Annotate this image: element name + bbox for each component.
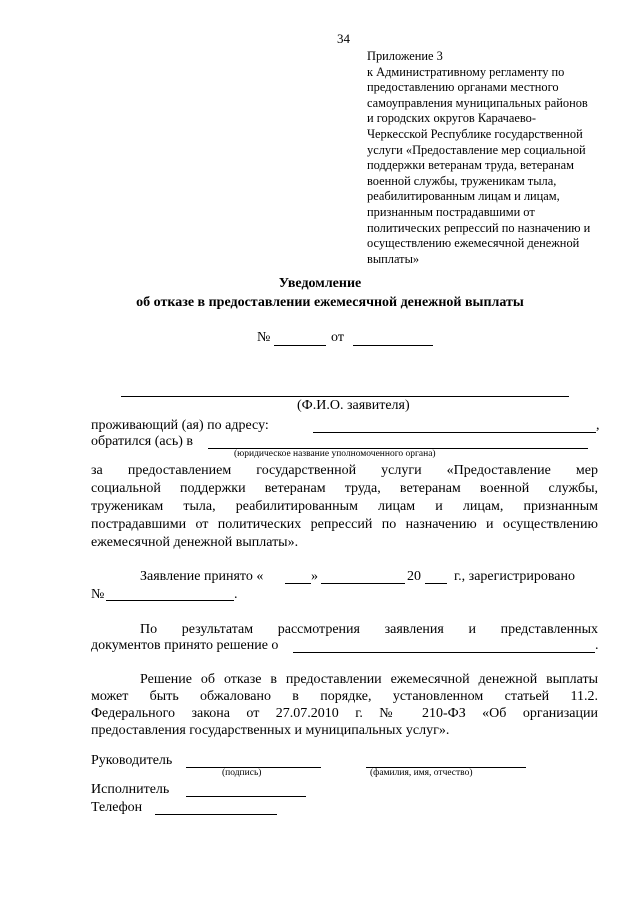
number-sign: № [257,330,271,345]
address-blank[interactable] [313,432,596,433]
decision-dot: . [595,638,599,653]
appendix-line: к Административному регламенту по [367,64,565,79]
decision-paragraph-line: По результатам рассмотрения заявления и представленных [140,622,598,637]
organization-caption: (юридическое название уполномоченного органа) [234,449,436,459]
signature-caption: (подпись) [222,768,262,778]
appendix-line: Приложение 3 [367,49,443,63]
decision-paragraph-line: документов принято решение о [91,638,279,653]
applicant-caption: (Ф.И.О. заявителя) [297,398,410,413]
appeal-paragraph-line: предоставления государственных и муниципальных услуг». [91,723,450,738]
appendix-block [367,49,612,267]
accepted-registered-text: г., зарегистрировано [454,569,575,584]
accepted-year-blank[interactable] [425,583,447,584]
appendix-line: выплаты» [367,251,420,266]
service-paragraph-line: труженикам тыла, реабилитированным лицам и лицам, признанным [91,499,598,514]
service-paragraph-line: ежемесячной денежной выплаты». [91,535,299,550]
registration-number-blank[interactable] [106,600,234,601]
service-paragraph-line: социальной поддержки ветеранам труда, ветеранам военной службы, [91,481,598,496]
executor-label: Исполнитель [91,782,170,797]
appendix-line: самоуправления муниципальных районов [367,95,588,110]
executor-blank[interactable] [186,796,306,797]
phone-blank[interactable] [155,814,277,815]
document-title: Уведомление [278,276,362,291]
accepted-text: Заявление принято « [140,569,264,584]
head-label: Руководитель [91,753,173,768]
appendix-line: Черкесской Республике государственной [367,126,583,141]
name-caption: (фамилия, имя, отчество) [370,768,473,778]
appendix-line: реабилитированным лицам и лицам, [367,189,560,204]
appendix-line: поддержки ветеранам труда, ветеранам [367,158,574,173]
phone-label: Телефон [91,800,143,815]
appendix-line: признанным пострадавшими от [367,204,535,219]
address-comma: , [596,418,600,433]
service-paragraph-line: за предоставлением государственной услуги «Предоставление мер [91,463,598,478]
applied-label: обратился (ась) в [91,434,193,449]
decision-blank[interactable] [293,652,595,653]
applicant-name-blank[interactable] [121,396,569,397]
appeal-paragraph-line: Федерального закона от 27.07.2010 г. № 210-ФЗ «Об организации [91,706,598,721]
address-label: проживающий (ая) по адресу: [91,418,269,433]
date-blank[interactable] [353,345,433,346]
page-number: 34 [337,31,350,46]
registration-number-sign: № [91,587,105,602]
appendix-line: осуществлению ежемесячной денежной [367,236,580,251]
appendix-line: военной службы, труженикам тыла, [367,173,557,188]
accepted-day-blank[interactable] [285,583,311,584]
appendix-line: и городских округов Карачаево- [367,111,536,126]
accepted-year-prefix: 20 [407,569,421,584]
appendix-line: услуги «Предоставление мер социальной [367,142,586,157]
number-blank[interactable] [274,345,326,346]
document-subtitle: об отказе в предоставлении ежемесячной денежной выплаты [136,295,524,310]
registration-dot: . [234,587,238,602]
date-from-label: от [331,330,344,345]
appendix-line: политических репрессий по назначению и [367,220,591,235]
appeal-paragraph-line: может быть обжаловано в порядке, установленном статьей 11.2. [91,689,598,704]
appendix-line: предоставлению органами местного [367,80,559,95]
service-paragraph-line: пострадавшими от политических репрессий по назначению и осуществлению [91,517,598,532]
accepted-quote-close: » [311,569,318,584]
accepted-month-blank[interactable] [321,583,405,584]
appeal-paragraph-line: Решение об отказе в предоставлении ежемесячной денежной выплаты [140,672,598,687]
